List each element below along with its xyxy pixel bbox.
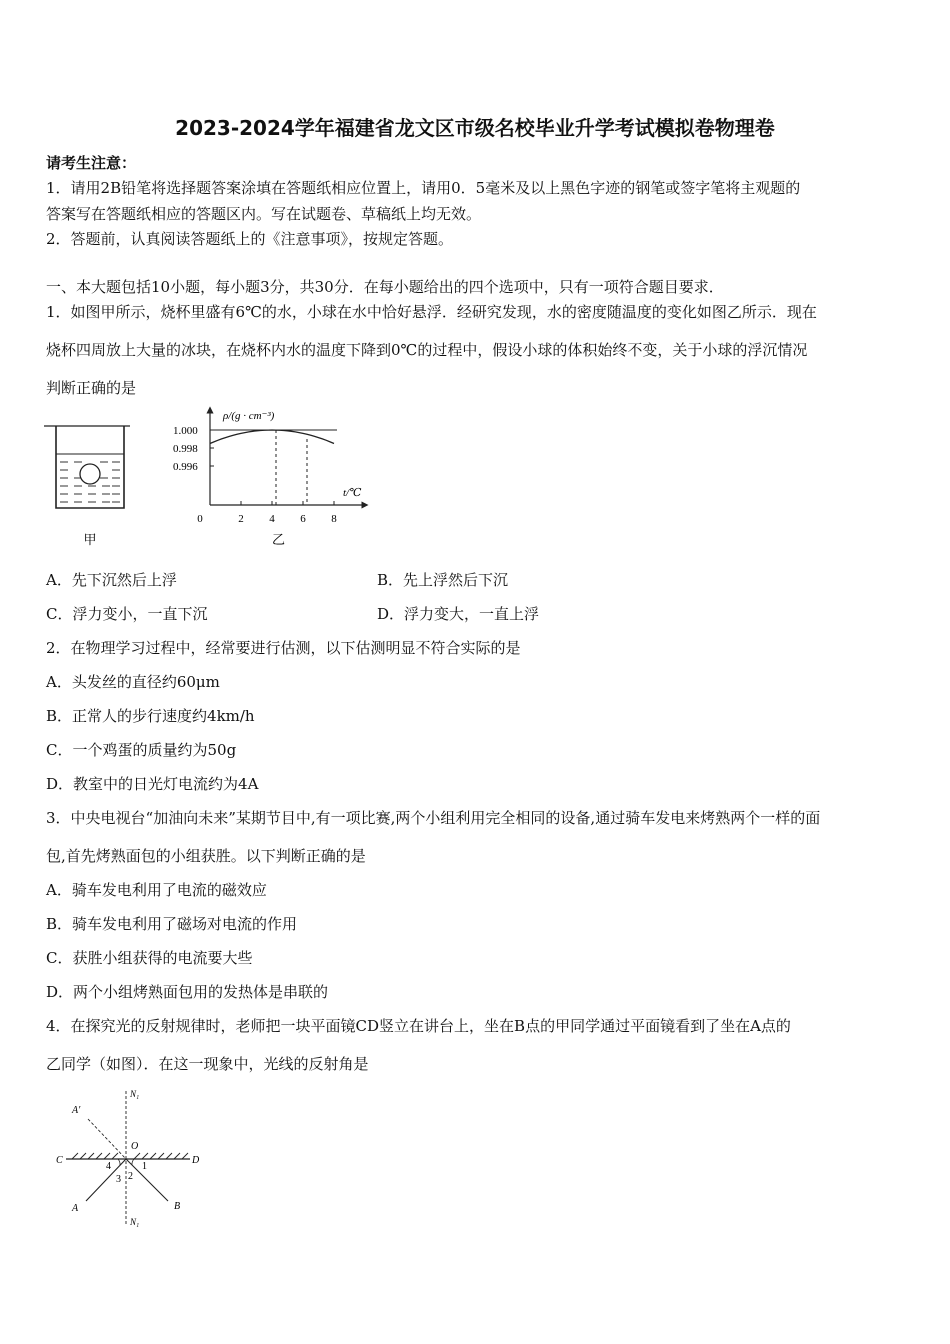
density-curve (210, 430, 334, 444)
x-tick-label-4: 4 (269, 513, 275, 525)
angle-label-2: 2 (128, 1171, 133, 1182)
q2-option-c: C．一个鸡蛋的质量约为50g (46, 741, 237, 759)
x-tick-label-2: 2 (238, 513, 244, 525)
angle-label-4: 4 (106, 1161, 111, 1172)
q1-option-c: C．浮力变小，一直下沉 (46, 605, 208, 623)
q3-option-c: C．获胜小组获得的电流要大些 (46, 949, 253, 967)
x-tick-label-8: 8 (331, 513, 337, 525)
x-tick-label-0: 0 (197, 513, 203, 525)
label-a-prime: A′ (72, 1105, 81, 1116)
angle-label-1: 1 (142, 1161, 147, 1172)
section-heading: 一、本大题包括10小题，每小题3分，共30分．在每小题给出的四个选项中，只有一项符合题目要求． (46, 278, 724, 296)
angle-arc-3 (118, 1159, 120, 1165)
q3-stem-line-2: 包,首先烤熟面包的小组获胜。以下判断正确的是 (46, 847, 366, 865)
q4-stem-line-2: 乙同学（如图）．在这一现象中，光线的反射角是 (46, 1055, 369, 1073)
label-c: C (56, 1155, 63, 1166)
caption-yi: 乙 (272, 532, 286, 547)
x-axis-label: t/℃ (343, 487, 362, 499)
label-n1-top: N₁ (130, 1089, 140, 1099)
angle-label-3: 3 (116, 1174, 121, 1185)
mirror-hatching (72, 1153, 188, 1159)
label-b: B (174, 1201, 181, 1212)
notice-line-1b: 答案写在答题纸相应的答题区内。写在试题卷、草稿纸上均无效。 (46, 205, 482, 223)
q4-stem-line-1: 4．在探究光的反射规律时，老师把一块平面镜CD竖立在讲台上，坐在B点的甲同学通过平面镜看到了坐在A点的 (46, 1017, 791, 1035)
q1-option-d: D．浮力变大，一直上浮 (377, 605, 540, 623)
y-tick-1000: 1.000 (173, 425, 198, 437)
q1-stem-line-3: 判断正确的是 (46, 379, 137, 397)
label-a: A (72, 1203, 79, 1214)
ball (80, 464, 100, 484)
notice-line-2: 2．答题前，认真阅读答题纸上的《注意事项》，按规定答题。 (46, 230, 454, 248)
x-tick-label-6: 6 (300, 513, 306, 525)
q1-option-a: A．先下沉然后上浮 (46, 571, 177, 589)
label-o: O (131, 1141, 139, 1152)
q1-option-b: B．先上浮然后下沉 (377, 571, 509, 589)
q3-stem-line-1: 3．中央电视台“加油向未来”某期节目中,有一项比赛,两个小组利用完全相同的设备,通过骑车发电来烤熟两个一样的面 (46, 809, 821, 827)
label-n1-bottom: N₁ (130, 1217, 140, 1227)
density-chart (165, 402, 375, 552)
q1-stem-line-2: 烧杯四周放上大量的冰块，在烧杯内水的温度下降到0℃的过程中，假设小球的体积始终不变，关于小球的浮沉情况 (46, 341, 808, 359)
q2-option-d: D．教室中的日光灯电流约为4A (46, 775, 259, 793)
q3-option-b: B．骑车发电利用了磁场对电流的作用 (46, 915, 298, 933)
y-axis-label: ρ/(g · cm⁻³) (223, 410, 275, 422)
page-title: 2023-2024学年福建省龙文区市级名校毕业升学考试模拟卷物理卷 (175, 116, 775, 140)
q2-option-b: B．正常人的步行速度约4km/h (46, 707, 255, 725)
q2-option-a: A．头发丝的直径约60μm (46, 673, 220, 691)
reflection-diagram (52, 1085, 212, 1235)
beaker-figure (44, 418, 136, 552)
y-tick-0998: 0.998 (173, 443, 198, 455)
q3-option-a: A．骑车发电利用了电流的磁效应 (46, 881, 267, 899)
caption-jia: 甲 (83, 532, 97, 547)
q3-option-d: D．两个小组烤熟面包用的发热体是串联的 (46, 983, 329, 1001)
angle-arc-1 (132, 1159, 134, 1165)
notice-heading: 请考生注意： (46, 154, 137, 172)
y-tick-0996: 0.996 (173, 461, 198, 473)
q1-stem-line-1: 1．如图甲所示，烧杯里盛有6℃的水，小球在水中恰好悬浮．经研究发现，水的密度随温度的变化如图乙所示．现在 (46, 303, 817, 321)
label-d: D (192, 1155, 200, 1166)
q2-stem: 2．在物理学习过程中，经常要进行估测，以下估测明显不符合实际的是 (46, 639, 521, 657)
notice-line-1a: 1．请用2B铅笔将选择题答案涂填在答题纸相应位置上，请用0．5毫米及以上黑色字迹的钢笔或签字笔将主观题的 (46, 179, 801, 197)
